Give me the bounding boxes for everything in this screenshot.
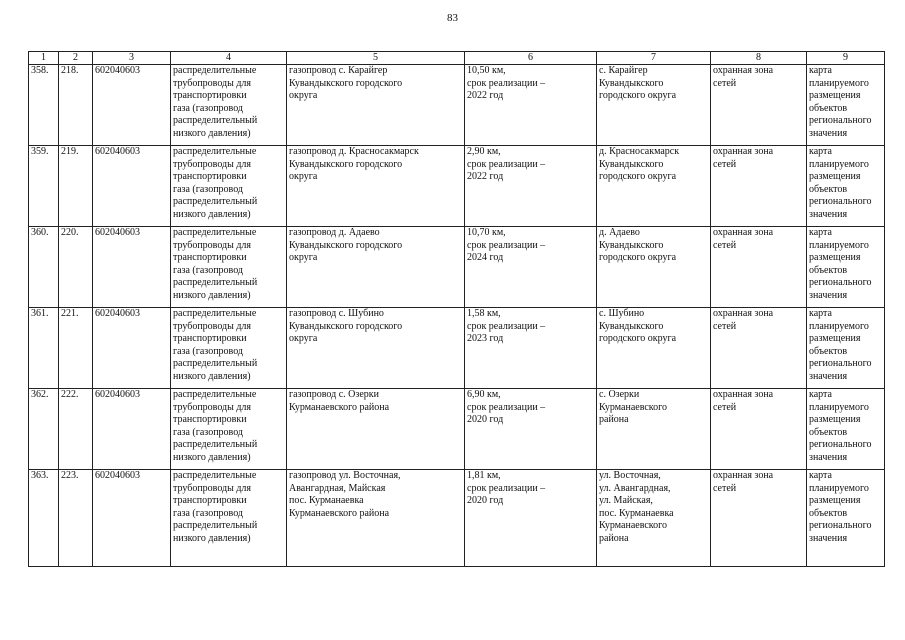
object-purpose: распределительные трубопроводы для транспортировки газа (газопровод распределительный низкого давления) — [173, 65, 258, 139]
object-parameters-cell — [465, 308, 597, 389]
object-code-cell — [93, 65, 171, 146]
object-location-cell — [597, 146, 711, 227]
object-parameters-cell — [465, 65, 597, 146]
object-name: газопровод ул. Восточная, Авангардная, Майская пос. Курманаевка Курманаевского района — [289, 470, 401, 519]
column-header-5: 5 — [287, 52, 465, 65]
object-location: д. Красносакмарск Кувандыкского городского округа — [599, 146, 680, 182]
row-number: 361. — [31, 308, 49, 319]
object-code-cell — [93, 146, 171, 227]
object-name: газопровод д. Красносакмарск Кувандыкского городского округа — [289, 146, 419, 182]
map-reference: карта планируемого размещения объектов регионального значения — [809, 389, 872, 463]
object-name-cell — [287, 146, 465, 227]
object-name: газопровод д. Адаево Кувандыкского городского округа — [289, 227, 403, 263]
table-body — [29, 65, 885, 567]
object-code-cell — [93, 470, 171, 567]
object-parameters-cell — [465, 227, 597, 308]
row-subnumber-cell — [59, 65, 93, 146]
row-number: 360. — [31, 227, 49, 238]
table-row — [29, 308, 885, 389]
row-subnumber-cell — [59, 308, 93, 389]
object-code: 602040603 — [95, 65, 140, 76]
row-number-cell — [29, 146, 59, 227]
object-name-cell — [287, 470, 465, 567]
object-name-cell — [287, 227, 465, 308]
object-code-cell — [93, 227, 171, 308]
object-parameters: 10,50 км, срок реализации – 2022 год — [467, 65, 546, 101]
objects-table — [28, 51, 885, 567]
map-reference-cell — [807, 146, 885, 227]
object-parameters-cell — [465, 146, 597, 227]
column-number-header-row — [29, 52, 885, 65]
object-name: газопровод с. Шубино Кувандыкского городского округа — [289, 308, 403, 344]
object-parameters-cell — [465, 470, 597, 567]
object-purpose: распределительные трубопроводы для транспортировки газа (газопровод распределительный низкого давления) — [173, 308, 258, 382]
row-subnumber-cell — [59, 470, 93, 567]
row-number: 358. — [31, 65, 49, 76]
row-subnumber: 223. — [61, 470, 79, 481]
table-row — [29, 389, 885, 470]
column-header-8: 8 — [711, 52, 807, 65]
object-code: 602040603 — [95, 389, 140, 400]
object-purpose-cell — [171, 227, 287, 308]
column-header-2: 2 — [59, 52, 93, 65]
object-purpose: распределительные трубопроводы для транспортировки газа (газопровод распределительный низкого давления) — [173, 470, 258, 544]
object-parameters: 10,70 км, срок реализации – 2024 год — [467, 227, 546, 263]
zone-characteristics: охранная зона сетей — [713, 146, 774, 170]
object-location-cell — [597, 65, 711, 146]
row-number: 363. — [31, 470, 49, 481]
row-number: 359. — [31, 146, 49, 157]
map-reference-cell — [807, 65, 885, 146]
column-header-1: 1 — [29, 52, 59, 65]
map-reference: карта планируемого размещения объектов регионального значения — [809, 308, 872, 382]
row-number-cell — [29, 308, 59, 389]
object-location-cell — [597, 308, 711, 389]
map-reference: карта планируемого размещения объектов регионального значения — [809, 470, 872, 544]
column-header-6: 6 — [465, 52, 597, 65]
object-code: 602040603 — [95, 146, 140, 157]
zone-characteristics-cell — [711, 146, 807, 227]
object-name: газопровод с. Карайгер Кувандыкского городского округа — [289, 65, 403, 101]
map-reference-cell — [807, 470, 885, 567]
table-row — [29, 227, 885, 308]
map-reference-cell — [807, 308, 885, 389]
zone-characteristics-cell — [711, 470, 807, 567]
object-purpose: распределительные трубопроводы для транспортировки газа (газопровод распределительный низкого давления) — [173, 389, 258, 463]
row-subnumber-cell — [59, 227, 93, 308]
object-location-cell — [597, 470, 711, 567]
object-code: 602040603 — [95, 470, 140, 481]
object-purpose-cell — [171, 389, 287, 470]
table-row — [29, 65, 885, 146]
column-header-9: 9 — [807, 52, 885, 65]
zone-characteristics-cell — [711, 308, 807, 389]
zone-characteristics-cell — [711, 389, 807, 470]
object-location: с. Карайгер Кувандыкского городского округа — [599, 65, 677, 101]
row-subnumber-cell — [59, 146, 93, 227]
map-reference-cell — [807, 389, 885, 470]
map-reference: карта планируемого размещения объектов регионального значения — [809, 227, 872, 301]
object-name-cell — [287, 65, 465, 146]
zone-characteristics-cell — [711, 227, 807, 308]
object-name: газопровод с. Озерки Курманаевского района — [289, 389, 390, 413]
table-row — [29, 470, 885, 567]
row-subnumber: 222. — [61, 389, 79, 400]
zone-characteristics: охранная зона сетей — [713, 389, 774, 413]
column-header-4: 4 — [171, 52, 287, 65]
row-subnumber-cell — [59, 389, 93, 470]
zone-characteristics: охранная зона сетей — [713, 470, 774, 494]
row-number-cell — [29, 389, 59, 470]
row-subnumber: 219. — [61, 146, 79, 157]
row-number: 362. — [31, 389, 49, 400]
object-location-cell — [597, 389, 711, 470]
object-purpose-cell — [171, 146, 287, 227]
object-purpose-cell — [171, 470, 287, 567]
object-purpose-cell — [171, 308, 287, 389]
zone-characteristics-cell — [711, 65, 807, 146]
page-number: 83 — [447, 12, 458, 24]
object-name-cell — [287, 389, 465, 470]
object-location: ул. Восточная, ул. Авангардная, ул. Майская, пос. Курманаевка Курманаевского района — [599, 470, 674, 544]
map-reference: карта планируемого размещения объектов регионального значения — [809, 146, 872, 220]
map-reference-cell — [807, 227, 885, 308]
object-parameters: 6,90 км, срок реализации – 2020 год — [467, 389, 546, 425]
row-number-cell — [29, 470, 59, 567]
map-reference: карта планируемого размещения объектов регионального значения — [809, 65, 872, 139]
column-header-3: 3 — [93, 52, 171, 65]
column-header-7: 7 — [597, 52, 711, 65]
object-location: с. Шубино Кувандыкского городского округа — [599, 308, 677, 344]
zone-characteristics: охранная зона сетей — [713, 227, 774, 251]
zone-characteristics: охранная зона сетей — [713, 308, 774, 332]
row-subnumber: 221. — [61, 308, 79, 319]
object-code-cell — [93, 389, 171, 470]
object-location: с. Озерки Курманаевского района — [599, 389, 667, 425]
object-parameters: 1,58 км, срок реализации – 2023 год — [467, 308, 546, 344]
zone-characteristics: охранная зона сетей — [713, 65, 774, 89]
object-purpose: распределительные трубопроводы для транспортировки газа (газопровод распределительный низкого давления) — [173, 146, 258, 220]
row-subnumber: 218. — [61, 65, 79, 76]
object-location: д. Адаево Кувандыкского городского округа — [599, 227, 677, 263]
object-parameters-cell — [465, 389, 597, 470]
object-code: 602040603 — [95, 227, 140, 238]
object-location-cell — [597, 227, 711, 308]
object-code-cell — [93, 308, 171, 389]
row-subnumber: 220. — [61, 227, 79, 238]
object-name-cell — [287, 308, 465, 389]
object-parameters: 2,90 км, срок реализации – 2022 год — [467, 146, 546, 182]
object-code: 602040603 — [95, 308, 140, 319]
object-purpose-cell — [171, 65, 287, 146]
row-number-cell — [29, 65, 59, 146]
object-purpose: распределительные трубопроводы для транспортировки газа (газопровод распределительный низкого давления) — [173, 227, 258, 301]
object-parameters: 1,81 км, срок реализации – 2020 год — [467, 470, 546, 506]
row-number-cell — [29, 227, 59, 308]
table-row — [29, 146, 885, 227]
